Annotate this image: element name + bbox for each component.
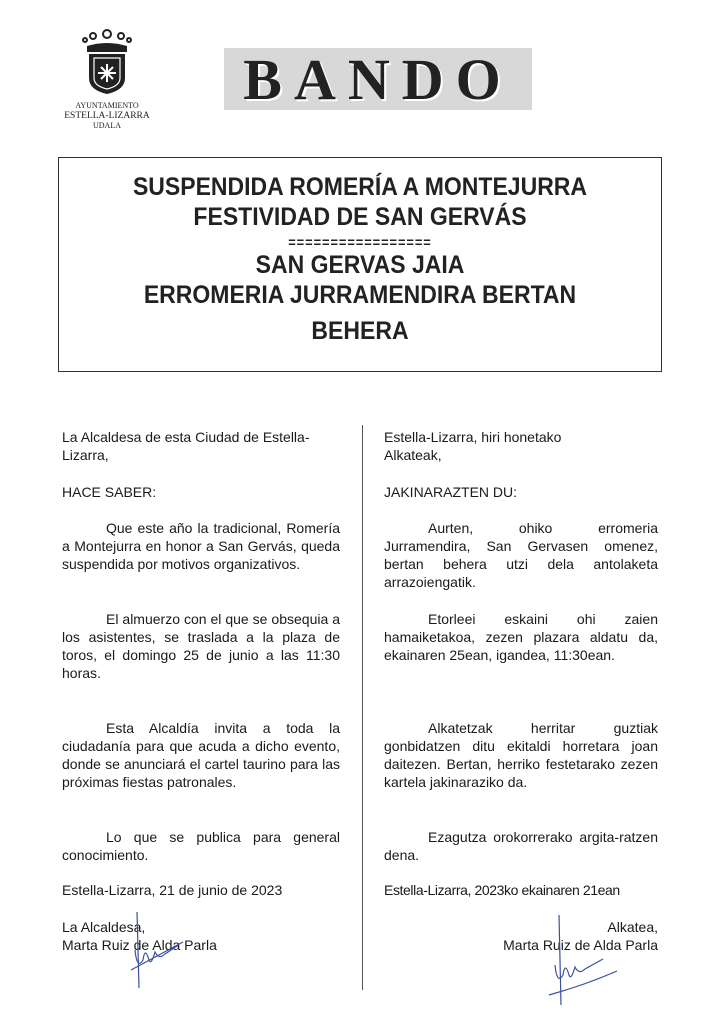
es-signer-name: Marta Ruiz de Alda Parla — [62, 937, 217, 953]
es-paragraph-1: Que este año la tradicional, Romería a Montejurra en honor a San Gervás, queda suspendida por motivos organizativos. — [62, 520, 340, 572]
headline-eu-2: ERROMERIA JURRAMENDIRA BERTAN — [143, 281, 577, 309]
eu-intro: Estella-Lizarra, hiri honetako Alkateak, — [384, 429, 562, 463]
es-date: Estella-Lizarra, 21 de junio de 2023 — [62, 882, 283, 898]
es-paragraph-4: Lo que se publica para general conocimiento. — [62, 829, 340, 863]
city-logo — [62, 28, 152, 131]
eu-paragraph-4: Ezagutza orokorrerako argita-ratzen dena. — [384, 829, 658, 863]
eu-signer-name: Marta Ruiz de Alda Parla — [503, 937, 658, 953]
es-intro: La Alcaldesa de esta Ciudad de Estella-Lizarra, — [62, 429, 310, 463]
logo-text-udala: UDALA — [93, 121, 121, 130]
eu-hace-saber: JAKINARAZTEN DU: — [384, 484, 518, 500]
signature-right — [545, 915, 625, 1005]
headline-es-2: FESTIVIDAD DE SAN GERVÁS — [193, 203, 527, 231]
eu-paragraph-3: Alkatetzak herritar guztiak gonbidatzen ditu ekitaldi horretara joan daitezen. Bertan, herriko festetarako zezen kartela jakinaraziko da. — [384, 720, 658, 790]
signature-left — [125, 910, 185, 990]
eu-paragraph-2: Etorleei eskaini ohi zaien hamaiketakoa, zezen plazara aldatu da, ekainaren 25ean, igandea, 11:30ean. — [384, 611, 658, 663]
es-hace-saber: HACE SABER: — [62, 484, 157, 500]
logo-text-city: ESTELLA-LIZARRA — [64, 111, 150, 121]
headline-separator: ================= — [288, 234, 432, 250]
bando-title: BANDO — [243, 46, 513, 112]
bando-banner — [224, 48, 532, 110]
headline-es-1: SUSPENDIDA ROMERÍA A MONTEJURRA — [132, 173, 588, 201]
headline-eu-3: BEHERA — [311, 317, 409, 345]
es-signer-role: La Alcaldesa, — [62, 919, 146, 935]
coat-of-arms-icon — [77, 28, 137, 96]
eu-signer-role: Alkatea, — [607, 919, 658, 935]
headline-eu-1: SAN GERVAS JAIA — [255, 251, 465, 279]
headline-box — [58, 157, 662, 372]
logo-text-ayuntamiento: AYUNTAMIENTO — [75, 101, 139, 110]
eu-paragraph-1: Aurten, ohiko erromeria Jurramendira, San Gervasen omenez, bertan behera utzi dela antolaketa arrazoiengatik. — [384, 520, 658, 590]
es-paragraph-3: Esta Alcaldía invita a toda la ciudadanía para que acuda a dicho evento, donde se anunciará el cartel taurino para las próximas fiestas patronales. — [62, 720, 340, 790]
column-divider — [362, 425, 363, 990]
eu-date: Estella-Lizarra, 2023ko ekainaren 21ean — [384, 882, 620, 898]
es-paragraph-2: El almuerzo con el que se obsequia a los asistentes, se traslada a la plaza de toros, el domingo 25 de junio a las 11:30 horas. — [62, 611, 340, 681]
